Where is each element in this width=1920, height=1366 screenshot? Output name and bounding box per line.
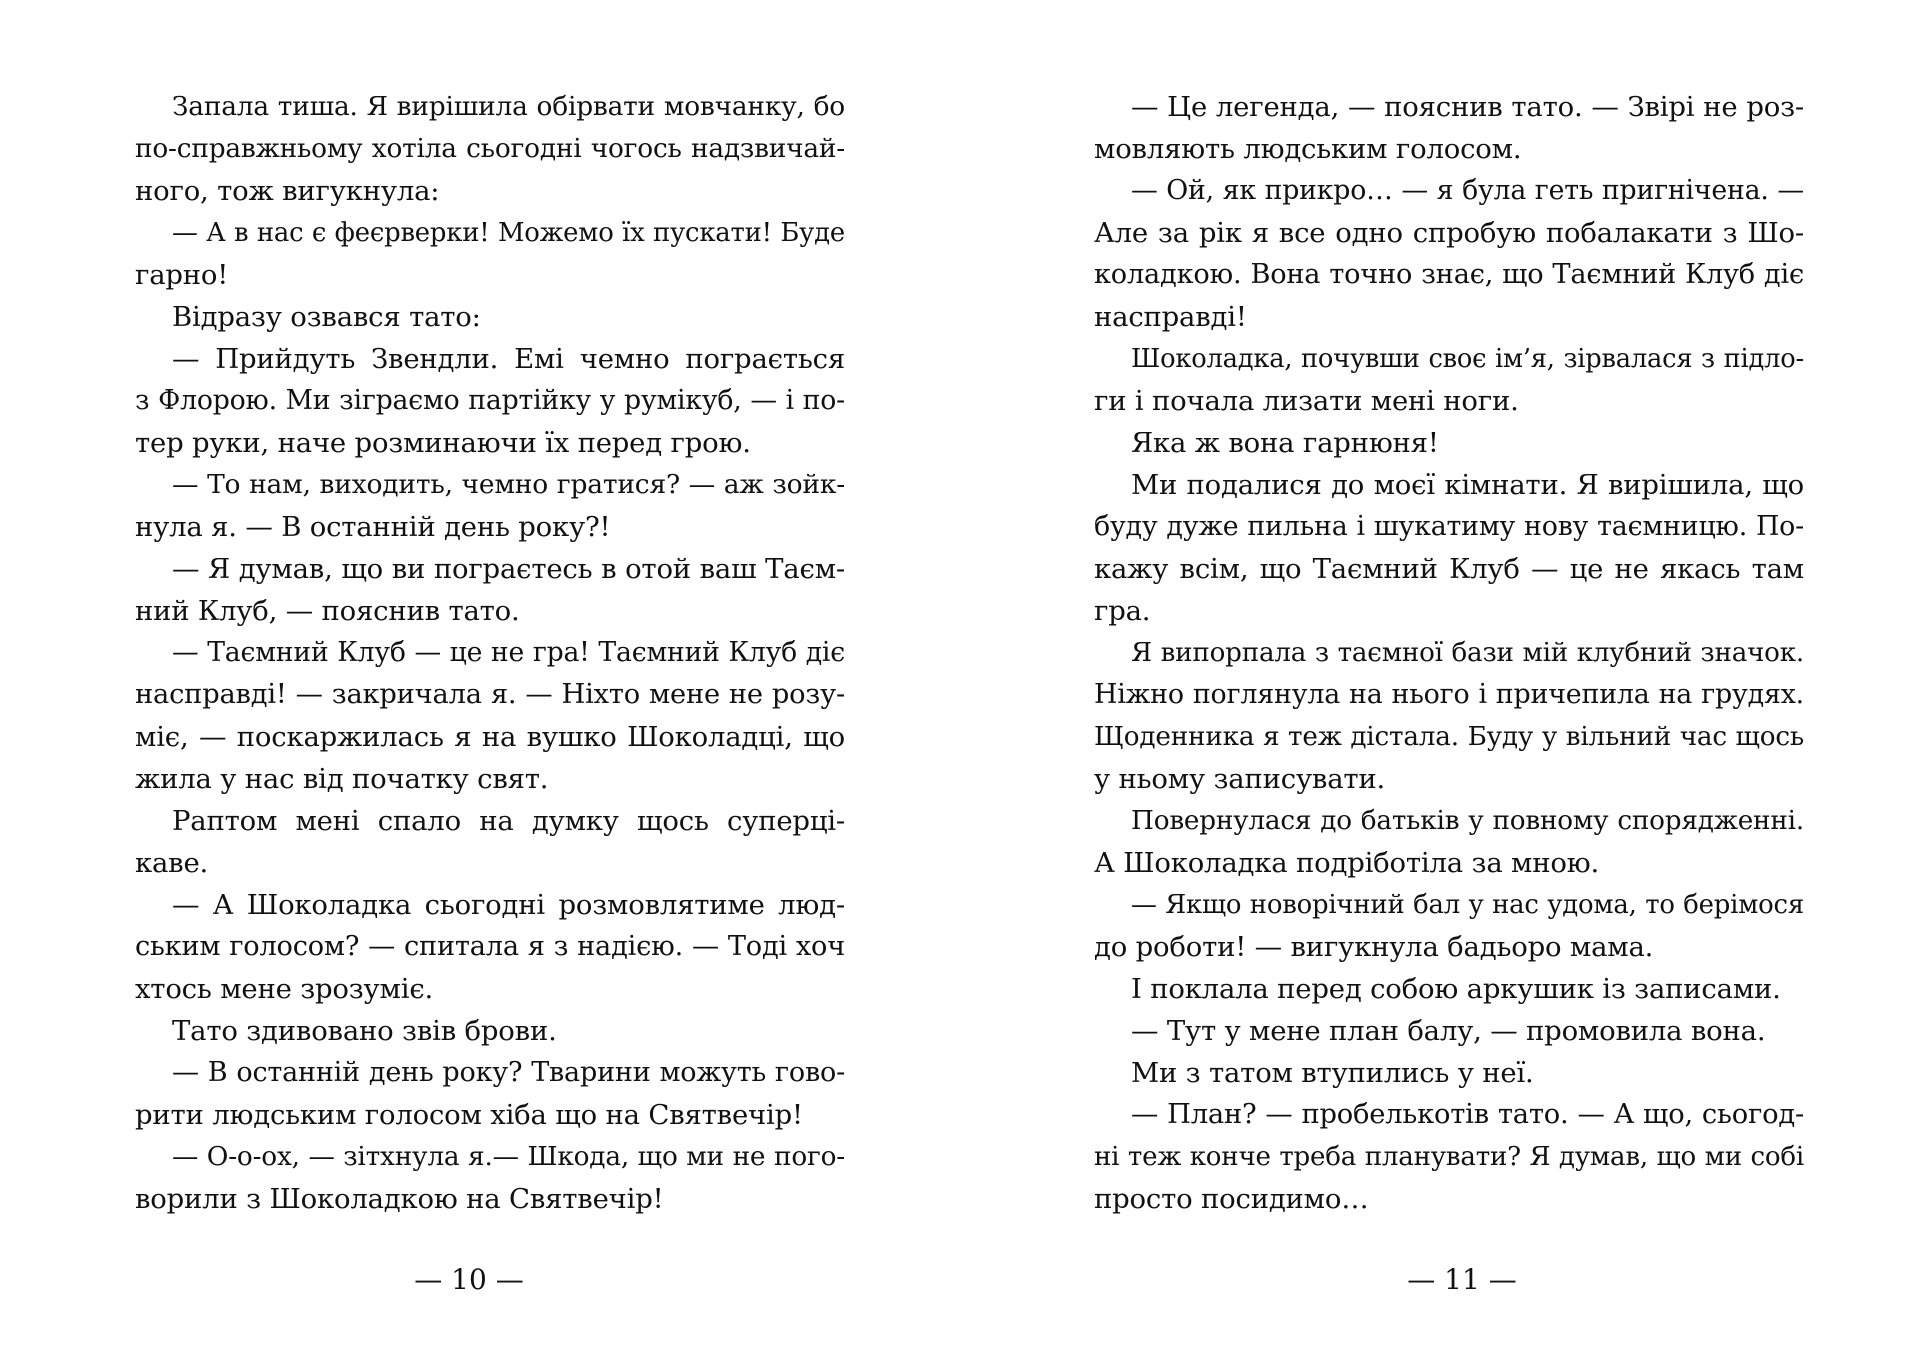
text-line: з Флорою. Ми зіграємо партійку у румікуб, — і по- [135,385,845,416]
text-line: гарно! [135,259,229,291]
text-line: мовляють людським голосом. [1094,133,1522,165]
text-line: жила у нас від початку свят. [135,763,549,795]
right-page [1094,86,1804,1220]
text-line: — Ой, як прикро… — я була геть пригнічена. — [1131,175,1804,206]
text-line: Щоденника я теж дістала. Буду у вільний час щось [1094,722,1804,752]
text-line: — В останній день року? Тварини можуть гово- [172,1057,845,1088]
text-line: — Якщо новорічний бал у нас удома, то берімося [1131,890,1804,920]
text-line: ного, тож вигукнула: [135,175,440,207]
text-line: тер руки, наче розминаючи їх перед грою. [135,427,751,459]
text-line: міє, — поскаржилась я на вушко Шоколадці, що [135,721,845,753]
text-line: у ньому записувати. [1094,763,1386,795]
text-line: коладкою. Вона точно знає, що Таємний Клуб діє [1094,259,1804,290]
text-line: Ми подалися до моєї кімнати. Я вирішила, що [1131,469,1804,501]
text-line: Тато здивовано звів брови. [172,1015,557,1047]
text-line: — Це легенда, — пояснив тато. — Звірі не роз- [1131,91,1804,123]
text-line: ний Клуб, — пояснив тато. [135,595,520,627]
text-line: рити людським голосом хіба що на Святвечір! [135,1099,803,1131]
text-line: насправді! [1094,301,1247,333]
text-line: — План? — пробелькотів тато. — А що, сьогод- [1131,1099,1804,1130]
text-line: Ніжно поглянула на нього і причепила на грудях. [1094,679,1804,710]
text-line: гра. [1094,595,1151,627]
text-line: — Я думав, що ви пограєтесь в отой ваш Таєм- [172,553,845,585]
text-line: Відразу озвався тато: [172,301,481,333]
text-line: каве. [135,847,209,879]
text-line: до роботи! — вигукнула бадьоро мама. [1094,931,1654,963]
text-line: ні теж конче треба планувати? Я думав, що ми собі [1094,1142,1804,1172]
text-line: кажу всім, що Таємний Клуб — це не якась там [1094,553,1804,585]
text-line: — О-о-ох, — зітхнула я.— Шкода, що ми не пого- [172,1142,845,1172]
page-number-left: — 10 — [414,1263,524,1296]
text-line: А Шоколадка подріботіла за мною. [1094,847,1600,879]
text-line: Я випорпала з таємної бази мій клубний значок. [1131,638,1804,668]
text-line: Шоколадка, почувши своє ім’я, зірвалася з підло- [1131,344,1804,374]
text-line: Запала тиша. Я вирішила обірвати мовчанку, бо [172,91,845,122]
text-line: — То нам, виходить, чемно гратися? — аж зойк- [172,469,845,500]
text-line: просто посидимо… [1094,1183,1369,1215]
text-line: — Таємний Клуб — це не гра! Таємний Клуб діє [172,637,845,668]
text-line: ським голосом? — спитала я з надією. — Тоді хоч [135,931,845,962]
text-line: буду дуже пильна і шукатиму нову таємницю. По- [1094,511,1804,542]
text-line: Повернулася до батьків у повному спорядженні. [1131,806,1804,836]
text-line: Ми з татом втупились у неї. [1131,1057,1534,1089]
text-line: Але за рік я все одно спробую побалакати з Шо- [1094,217,1804,249]
text-line: Раптом мені спало на думку щось суперці- [172,805,845,837]
text-line: хтось мене зрозуміє. [135,973,434,1005]
text-line: нула я. — В останній день року?! [135,511,611,543]
text-line: ворили з Шоколадкою на Святвечір! [135,1183,664,1215]
text-line: насправді! — закричала я. — Ніхто мене не розу- [135,679,845,710]
text-line: ги і почала лизати мені ноги. [1094,385,1519,417]
page-number-right: — 11 — [1407,1263,1517,1296]
text-line: по-справжньому хотіла сьогодні чогось надзвичай- [135,134,845,164]
left-page [135,86,845,1220]
text-line: І поклала перед собою аркушик із записами. [1131,973,1781,1005]
text-line: Яка ж вона гарнюня! [1131,427,1439,459]
text-line: — А в нас є феєрверки! Можемо їх пускати! Буде [172,218,845,248]
text-line: — Прийдуть Звендли. Емі чемно пограється [172,343,845,375]
text-line: — А Шоколадка сьогодні розмовлятиме люд- [172,889,845,921]
text-line: — Тут у мене план балу, — промовила вона. [1131,1015,1766,1047]
